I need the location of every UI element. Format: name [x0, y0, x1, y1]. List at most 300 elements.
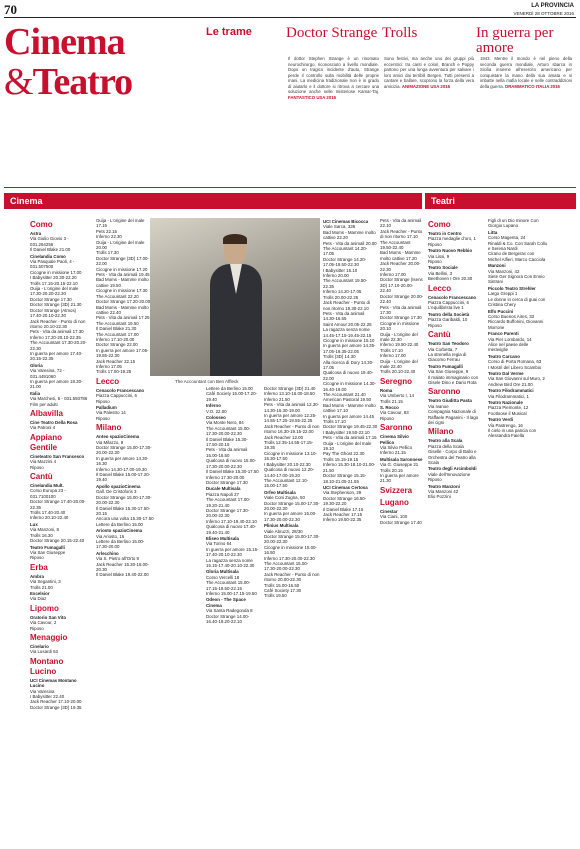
listing-line: Ouija - L'origine del male 19.10: [323, 440, 372, 452]
venue-name: Cineteatro San Francesco: [30, 453, 85, 459]
venue-name: Cenacolo Francescano: [96, 387, 145, 393]
section-title-line2: [4, 62, 194, 102]
listing-line: Via Torino 64: [206, 541, 232, 547]
listing-line: Cicogne in missione 14.30-16.40-19.00: [323, 381, 376, 392]
city-heading: Montano Lucino: [30, 656, 64, 676]
listing-line: Doctor Strange (3D) 21.30: [30, 302, 82, 308]
listing-line: Doctor Strange 16.50-19.30-22.20: [323, 495, 367, 507]
listing-line: The Accountant 14.20-17.05: [323, 246, 368, 257]
listing-line: Via Giulio Giovio 3 - 031.264256: [30, 236, 69, 247]
venue-name: Teatro Nazionale: [488, 400, 523, 405]
listing-line: Piazza medaglie d'oro, 1: [428, 236, 476, 242]
listing-line: Piazza Piemonte, 12: [488, 405, 529, 411]
venue-name: Multisala Saronnese: [380, 456, 423, 462]
listing-line: Riposo: [428, 322, 442, 328]
venue-name: Teatro degli Arcimboldi: [428, 466, 477, 472]
listing-line: The Accountant 22.20: [96, 293, 139, 299]
listing-line: Film per adulti: [30, 401, 58, 407]
listing-line: Via Diaz: [30, 596, 47, 602]
trame-label: Le trame: [206, 26, 252, 38]
venue-name: Oratorio San Vito: [30, 614, 67, 620]
listing-line: Qualcosa di nuovo 19.40-22.00: [323, 370, 374, 381]
listing-line: Pets 22.15: [96, 228, 117, 234]
city-heading: Lecco: [428, 283, 452, 293]
listing-line: Inferno 21.15: [380, 450, 406, 456]
listing-line: Via Umberto I, 14: [380, 393, 415, 399]
listing-line: The Accountant 19.50: [96, 320, 139, 326]
listing-line: Corso Europa 23 - 031.7100100: [30, 488, 66, 499]
listing-line: Jack Reacher 22.15: [96, 358, 136, 364]
listing-line: Jack Reacher - Punto di non ritorno 20.00-22.30: [264, 571, 320, 583]
listing-line: Jack Reacher - Punto di non ritorno 16.30-19.15-22.00: [264, 423, 320, 435]
listing-line: Elio Pozzini: [428, 494, 451, 500]
venue-name: Teatro Fumagalli: [30, 544, 65, 550]
listing-line: Figli di un Dio minore Con Giorgio Lupano: [488, 218, 539, 229]
venue-name: Teatro Filodrammatici: [488, 388, 534, 394]
listing-line: Inferno 17.05: [96, 363, 122, 369]
listing-line: Jack Reacher 20.00-22.30: [380, 261, 421, 272]
listing-line: In guerra per amore 12.25-14.55-17.25-19.55-22.25: [264, 413, 317, 424]
listing-line: American Pastoral 19.50: [323, 397, 372, 403]
listing-line: Riposo: [428, 241, 442, 247]
venue-name: Eliseo Multisala: [206, 535, 239, 541]
venue-name: Lux: [30, 521, 38, 527]
listing-line: Viale Sarca, 336: [323, 224, 356, 230]
venue-name: Astra: [30, 231, 42, 236]
listing-line: Inferno 22.30: [96, 234, 122, 240]
listing-line: Bad Moms - Mamme molto cattive 22.20: [323, 229, 376, 241]
listing-line: Piazza Cappuccini, 6: [428, 300, 470, 306]
listing-line: Trolls 21.00: [30, 584, 53, 590]
listing-line: Il Daniel Blake 15.30-17.50-20.15: [96, 505, 151, 516]
listing-line: I Mostri del Libero Scambio: [488, 364, 542, 370]
venue-name: Ariosto spazioCinema: [96, 528, 143, 534]
venue-name: Franco Parenti: [488, 331, 519, 337]
photo-caption: The Accountant con Ben Affleck: [175, 379, 239, 384]
listing-line: Pets - Vita da animali 19.45: [96, 272, 150, 278]
listing-line: Jack Reacher 17.15: [323, 511, 363, 517]
listing-line: Riposo: [30, 464, 44, 470]
listing-line: Via Varesina: [30, 688, 55, 694]
listing-line: Ouija - L'origine del male 17.15: [96, 218, 145, 229]
listing-line: Inferno 15.00-17.15-19.50: [206, 591, 257, 597]
listing-line: Qualcosa di nuovo 17.40-19.40-21.40: [206, 524, 257, 535]
listing-line: Il malato immaginario con Gisele Dino e Dario Rota: [428, 374, 479, 385]
listing-line: Jack Reacher - Punto di non ritorno 19.30-22.10: [323, 300, 370, 311]
listing-line: Inferno 17.10-19.40-22.10: [206, 518, 257, 524]
venue-name: Teatro Verdi: [488, 417, 514, 423]
venue-name: Teatro Manzoni: [428, 483, 460, 489]
listing-line: Lettere da Berlino 15.00: [96, 521, 143, 527]
listing-line: Riposo: [96, 415, 110, 421]
listing-line: Alice nel paese delle meraviglie: [488, 341, 529, 353]
listing-line: Via Cavour, 2: [30, 620, 57, 626]
listing-line: Bad Moms - Mamme molto cattive 19.50: [96, 277, 149, 288]
listing-line: Riposo: [428, 477, 442, 483]
listing-line: Il Daniel Blake 19.40-22.00: [96, 572, 149, 578]
listing-line: Doctor Strange (3D) 19.35: [30, 704, 82, 710]
listing-line: Il cielo in una pancia con Alessandra Faiella: [488, 428, 537, 439]
listing-line: Via Lissi, 9: [428, 253, 450, 259]
listing-line: The Accountant 15.00-17.30-20.00-22.30: [206, 425, 251, 437]
listing-line: Pets - Vita da animali 17.30: [380, 304, 422, 315]
listing-line: Inferno 17.30-20.00-22.30: [264, 555, 315, 561]
listing-line: Ouija - L'origine del male 22.30: [380, 331, 418, 342]
film-synopsis: [480, 56, 572, 89]
section-divider: [4, 187, 576, 188]
venue-name: Cinestar: [380, 508, 398, 514]
film-title: Trolls: [382, 25, 418, 41]
listing-line: Café Society 15.00-17.20-19.40: [206, 391, 258, 402]
listing-line: I Babysitter 20.10-22.30: [264, 461, 311, 467]
listing-line: I Babysitter 19.50-22.10: [323, 429, 370, 435]
cinema-section-bar: Cinema: [4, 193, 422, 209]
film-genre-tag: FANTASTICO USA 2016: [288, 94, 336, 100]
listing-line: Trolls 15.15-19.15: [323, 456, 359, 462]
venue-name: Teatro Dal Verme: [488, 370, 524, 376]
listing-line: Trolls 17.30: [96, 250, 119, 256]
listing-line: Doctor Strange 22.00: [96, 342, 138, 348]
listing-line: Jack Reacher - Punto di non ritorno 17.10: [380, 228, 423, 240]
listing-line: Cicogne in missione 17.30: [96, 288, 148, 294]
listing-line: Cicogne in missione 20.10: [380, 320, 420, 332]
listing-line: I Babysitter 22.40: [30, 694, 65, 699]
listing-line: I Babysitter 15.10: [323, 267, 358, 273]
section-title-line2-text: Teatro: [32, 61, 133, 103]
listing-line: Inferno 17.00: [380, 353, 406, 359]
city-heading: Lipomo: [30, 603, 59, 613]
listing-line: Il Daniel Blake 15.30-17.50-20.15: [206, 436, 248, 448]
listing-line: In guerra per amore 14.35-17.05-19.35-22.05: [323, 343, 376, 354]
listing-line: Bad Moms - Mamme molto cattive 17.10: [323, 402, 376, 414]
listing-line: Trolls 19.50: [264, 593, 287, 599]
film-title: Doctor Strange: [286, 25, 378, 41]
city-heading: Milano: [96, 423, 122, 433]
listing-line: Doctor Strange (Isens 3D) 17.10-20.00-22.40: [380, 277, 423, 294]
listing-line: Via Silvio Pellico: [380, 445, 413, 451]
listing-line: Pets - Vita da animali 17.15: [323, 435, 377, 441]
listing-line: Riposo: [428, 259, 442, 265]
listing-line: Trolls 15.00-16.50: [264, 582, 300, 588]
listing-line: Doctor Strange 15.00-17.30-20.00-22.30: [96, 494, 152, 506]
actor-figure: [210, 236, 262, 376]
listing-line: Siete Ger Signora Con Ennio Sintrani: [488, 274, 545, 285]
venue-name: Elfo Puccini: [488, 308, 514, 314]
listing-line: Inferno 19.50-22.40: [380, 342, 419, 348]
venue-name: Teatro della Società: [428, 311, 470, 317]
listing-line: Trolls 20.10-22.40: [380, 369, 416, 375]
teatri-section-bar: Teatri: [425, 193, 576, 209]
listing-line: Jack Reacher 12.00: [264, 434, 304, 440]
listing-line: Doctor Strange 15.00-17.30-20.00-22.30: [96, 445, 152, 456]
venue-name: Anteo spazioCinema: [96, 434, 140, 440]
listing-line: The Accountant 17.30-20.20-22.30: [30, 340, 87, 351]
city-heading: Svizzera: [380, 485, 413, 495]
venue-name: Ducale Multisala: [206, 486, 241, 492]
listing-line: Pets - Vita da animali 17.25: [96, 315, 150, 321]
venue-name: Teatro Fumagalli: [428, 363, 463, 369]
listing-line: Jack Reacher 15.30-18.00-20.30: [96, 561, 149, 572]
listing-line: Footloose il Musical: [488, 410, 527, 416]
listing-line: Jack Reacher - Punto di non ritorno 20.10-22.30: [30, 318, 86, 329]
film-synopsis: [288, 56, 379, 100]
listing-line: The Accountant 21.40: [323, 392, 366, 397]
listing-line: Riposo: [96, 398, 110, 404]
listing-line: La ragazza senza nome 14.45-17.15-19.45-22.15: [323, 327, 372, 338]
synopsis-text: Sono festivi, ma anche uno dei gruppi più eccentrici: tra canti e colori, Branch e Poppy partono per una lunga avventura per salvare i loro amici dai terribili Bergen. Tutti presenti a cantare e ballare, scoprono la forza della vera amicizia.: [384, 56, 474, 89]
listing-line: Via Pier Lombardo, 14: [488, 336, 532, 342]
listing-line: Corso Magenta, 24: [488, 235, 526, 241]
venue-name: Teatro Nuovo Rebbio: [428, 248, 473, 254]
actor-hair: [223, 234, 247, 244]
listing-line: Pay The Ghost 22.30: [323, 451, 365, 457]
listing-line: V.O. 22.00: [206, 408, 227, 414]
listing-line: Doctor Strange 17.30: [30, 296, 72, 302]
listing-line: Pets - Vita da animali 14.30-16.55: [323, 310, 365, 322]
venue-name: Cinelandia Como: [30, 253, 66, 259]
venue-name: Teatro in Centro: [428, 231, 462, 236]
venue-name: Teatro Carcano: [488, 353, 520, 359]
listing-line: Inferno 17.00: [380, 272, 406, 278]
listing-line: Cirano de Bergerac con Michel Alfieri, Marco Cacciola: [488, 251, 546, 262]
listing-line: Doctor Strange 14.20-17.05-19.50-22.30: [323, 256, 367, 268]
listing-line: Il Daniel Blake 21.30: [96, 326, 137, 332]
listing-column: [380, 218, 424, 843]
listing-line: Via Mazzini 4: [30, 459, 57, 465]
film-title: In guerra per amore: [476, 25, 554, 56]
listing-line: Inferno 17.30-20.00: [206, 474, 245, 480]
venue-name: S. Rocco: [380, 405, 399, 410]
venue-name: Palladium: [96, 405, 117, 410]
venue-name: Colosseo: [206, 415, 226, 421]
listing-line: Le donne in cerca di guai con Cristina Chery: [488, 296, 546, 308]
listing-line: Trolls (3D) 14.30: [323, 354, 356, 360]
venue-name: Cinelandia Mult.: [30, 483, 64, 489]
listing-line: Piazza Garibaldi, 10: [428, 317, 468, 323]
venue-name: Teatro San Teodoro: [428, 341, 469, 347]
listing-line: Cicogne in missione 13.10-15.30-17.50: [264, 450, 317, 462]
venue-name: Italia: [30, 390, 41, 396]
listing-line: Viale Abruzzi, 28/30: [264, 528, 303, 534]
listing-line: Via Ciani, 100: [380, 514, 408, 520]
listing-line: Il Daniel Blake 15.00-17.20-19.40: [96, 472, 151, 483]
listing-column: [96, 218, 154, 843]
city-heading: Como: [30, 220, 53, 229]
listing-line: Via Patroni 4: [30, 425, 56, 431]
listing-line: Trolls 16.30: [30, 532, 53, 538]
listing-line: Viale dell'Innovazione: [428, 471, 471, 477]
listing-line: Via Milazzo, 9: [96, 439, 124, 445]
listing-line: Lettere da Berlino 15.00: [206, 386, 253, 391]
listing-line: Doctor Strange 17.30: [206, 479, 248, 485]
listing-line: Riposo: [30, 625, 44, 631]
venue-name: Roma: [380, 387, 393, 393]
city-heading: Como: [428, 220, 451, 229]
listing-line: Cicogne in missione 15.10: [323, 337, 375, 343]
venue-name: Inferno: [206, 403, 221, 409]
venue-name: Ambra: [30, 573, 44, 579]
venue-name: Orfeo Multisala: [264, 489, 296, 495]
listing-line: Via Cavour, 83: [380, 410, 409, 416]
listing-line: The Accountant 15.00-17.30-20.00-22.30: [264, 561, 309, 572]
listing-line: L'equilibrista live 1: [428, 305, 464, 311]
listing-line: Jack Reacher 17.10-20.00: [30, 699, 82, 705]
venue-name: Gloria: [30, 362, 43, 368]
listing-line: Trolls 21.15: [380, 398, 403, 404]
listing-column: [428, 218, 484, 843]
listing-line: Inferno 20.00: [323, 273, 349, 279]
listing-line: La strenella regia di Giacomo Ferrau: [428, 351, 467, 363]
venue-name: Cinelario: [30, 643, 49, 649]
listing-line: The Accountant 19.50-22.35: [323, 278, 368, 289]
listing-line: In guerra per amore 18.30-21.00: [30, 378, 83, 390]
listing-line: Pets - Vita da animali 12.30-14.30-16.30-19.00: [264, 402, 320, 413]
venue-name: Arlecchino: [96, 550, 119, 556]
film-genre-tag: DRAMMATICO ITALIA 2016: [505, 83, 560, 89]
listing-line: Doctor Strange 20.15-22.40: [30, 538, 85, 544]
listing-line: Riposo: [380, 415, 394, 421]
listing-line: Doctor Strange 17.30: [380, 315, 422, 321]
listing-line: Cicogne in missione 17.00: [30, 269, 82, 275]
venue-name: UCI Cinemas Certosa: [323, 484, 368, 490]
listing-line: Doctor Strange 17.30-20.00-22.30: [206, 507, 250, 519]
listing-line: In guerra per amore 17.05-19.55-22.30: [96, 347, 149, 359]
listing-line: Inferno 21.50: [264, 396, 290, 402]
listing-line: Via Bellini, 3: [428, 270, 453, 276]
publication-date: VENERDÌ 28 OTTOBRE 2016: [513, 11, 574, 16]
listing-line: Ancora una volta 15.30-17.50: [96, 516, 154, 522]
listing-line: Pets - Vita da animali 22.10: [380, 218, 422, 229]
listing-line: The Accountant 15.00-17.15-19.50-22.15: [206, 580, 251, 591]
listing-line: La ragazza senza nome 15.15-17.40-20.10-22.30: [206, 557, 255, 568]
listing-line: Via Pasquale Paoli, 4 - 031.507500: [30, 259, 75, 270]
publication-name: LA PROVINCIA: [531, 3, 574, 9]
venue-name: UCI Cinemas Montano Lucino: [30, 677, 77, 689]
city-heading: Milano: [428, 427, 454, 437]
publication-header: [514, 3, 574, 17]
venue-name: Teatro Sociale: [428, 265, 458, 271]
film-synopsis: [384, 56, 474, 89]
listing-line: Inferno 17.10-20.00: [96, 336, 135, 342]
city-heading: Lugano: [380, 497, 409, 507]
listing-line: Inferno 17.20-20.10-22.35: [30, 334, 81, 340]
listing-line: Piazza della Scala: [428, 443, 464, 449]
venue-name: UCI Cinemas Bicocca: [323, 219, 369, 224]
listing-line: Trolls 17.15-20.15-22.10: [30, 280, 78, 286]
venue-name: Excelsior: [30, 590, 50, 596]
listing-line: In guerra per amore 15.00-17.30-20.00-22.30: [264, 511, 317, 522]
listing-line: Ouija - L'origine del male 17.30-20.20-22.30: [30, 286, 79, 297]
listing-line: Via Pastrengo, 16: [488, 422, 523, 428]
listing-line: Rinaldi & Co. Con Sarah Collu e Serena Nardi: [488, 240, 548, 252]
listing-line: Lettere da Berlino 15.00-17.30-20.00: [96, 538, 145, 550]
listing-line: Trolls 17.10: [380, 347, 403, 353]
listing-line: Beethoven I Ore 20.30: [428, 276, 473, 282]
listing-line: Via Santa Radegonda 8: [206, 608, 253, 614]
listing-line: Via G. Giuseppe 21: [380, 462, 419, 468]
listing-line: Doctor Strange (3D) 21.40: [264, 386, 316, 391]
listing-line: Trolls 17.40-20.40: [30, 510, 66, 516]
listing-line: Trolls 20.00-22.25: [323, 294, 359, 300]
listing-line: Via Corbetta, 7: [428, 346, 458, 352]
listing-line: Inferno 19.50-22.35: [323, 517, 362, 523]
listing-line: Doctor Strange 20.00-22.40: [380, 293, 424, 305]
listing-line: Corso Buenos Aires, 33: [488, 313, 535, 319]
listing-line: Via Segantini, 3: [30, 579, 61, 585]
listing-line: Doctor Strange 15.00-17.30-20.00-22.30: [264, 500, 320, 511]
section-title-amp: &: [4, 61, 33, 103]
listing-line: Via San Giuseppe, 9: [428, 369, 469, 375]
listing-line: Piazza Napoli 27: [206, 491, 239, 497]
listing-line: I Babysitter 20.30-22.20: [30, 275, 77, 281]
listing-line: In guerra per amore 14.30-16.30: [96, 455, 149, 467]
listing-line: Il Daniel Blake 17.15: [323, 506, 364, 512]
listing-line: Inferno 14.20-17.05: [323, 289, 362, 295]
listing-line: Inferno 13.10-16.00-18.50: [264, 391, 315, 397]
listing-line: Doctor Strange 19.45-22.30: [323, 424, 378, 430]
venue-name: Gloria Multisala: [206, 569, 239, 575]
city-heading: Cantù: [30, 472, 53, 482]
listing-line: Bad Moms - Mamme molto cattive 17.20: [380, 250, 421, 261]
film-genre-tag: ANIMAZIONE USA 2016: [401, 83, 450, 89]
listing-line: Inferno 14.30-17.00-19.30: [96, 466, 147, 472]
venue-name: Litta: [488, 229, 498, 235]
venue-name: Teatro Giuditta Pasta: [428, 398, 472, 404]
listing-line: Inferno 20.10-22.40: [30, 515, 69, 521]
city-heading: Erba: [30, 562, 48, 572]
listing-line: Trolls 17.10: [323, 419, 346, 425]
listing-line: Via Stephenson, 29: [323, 490, 362, 496]
listing-line: Il Daniel Blake 21.00: [30, 247, 71, 253]
city-heading: Saronno: [380, 423, 413, 433]
venue-name: Cenacolo Francescano: [428, 294, 477, 300]
listing-column: [206, 386, 260, 843]
listing-line: Doctor Strange 14.00-16.40-19.20-22.10: [206, 613, 250, 625]
listing-line: Il Daniel Blake 15.30-17.50: [206, 469, 259, 475]
venue-name: Apollo spazioCinema: [96, 483, 141, 489]
listing-line: In guerra per amore 15.15-17.40-20.10-22.30: [206, 546, 259, 558]
city-heading: Saronno: [428, 387, 461, 397]
listing-line: Doctor Strange 17.40: [380, 519, 422, 525]
city-heading: Seregno: [380, 376, 413, 386]
listing-line: Doctor Strange 15.00-17.30-20.00-22.30: [264, 533, 320, 545]
listing-line: Bad Moms - Mamme molto cattive 22.40: [96, 304, 149, 315]
city-heading: Menaggio: [30, 632, 68, 642]
venue-name: Odeon - The Space Cinema: [206, 597, 246, 608]
listing-line: Pets - Vita da animali 20.00: [323, 240, 377, 246]
listing-line: Piazza Cappuccini, 6: [96, 393, 138, 399]
listing-line: In guerra per amore 14.45: [323, 413, 375, 419]
listing-line: Via San Giuseppe: [30, 549, 66, 555]
listing-line: Saint Amour 20.05-22.25: [323, 321, 372, 327]
listing-line: Via Manzoni 42: [428, 489, 459, 495]
listing-line: Via Filodrammatici, 1: [488, 393, 529, 399]
listing-line: Via Lusardi 53: [30, 649, 58, 655]
listing-line: The Accountant 17.00: [96, 331, 139, 337]
listing-line: Ouija - L'origine del male 22.40: [380, 358, 418, 369]
listing-line: Doctor Strange 15.15-18.10-21.05-21.55: [323, 473, 367, 484]
venue-name: Piccolo Teatro Strehler: [488, 285, 536, 291]
listing-line: Largo Greppi 1: [488, 291, 518, 297]
listing-line: Via Monte Nero, 84: [206, 420, 244, 426]
listing-line: Riposo: [30, 555, 44, 561]
listing-line: Via Palestro 14: [96, 410, 126, 416]
listing-line: Doctor Strange (3D) 17.00-22.00: [96, 255, 149, 267]
listing-line: Corso Vercelli 18: [206, 574, 240, 580]
listing-line: Corso di Porta Romana, 63: [488, 359, 542, 365]
synopsis-text: Il dottor Stephen Strange è un rinomato neurochirurgo, riconosciuto a livello mondiale. Dopo un tragico incidente d'auto, Strange perde il controllo sulla mobilità delle proprie mani. La medicina tradizionale non è in grado di aiutarlo e il dottore si ritrova a cercare una soluzione anche nelle misteriose Kamar-Taj.: [288, 56, 379, 94]
listing-line: Via Manzoni, 8: [30, 527, 59, 533]
